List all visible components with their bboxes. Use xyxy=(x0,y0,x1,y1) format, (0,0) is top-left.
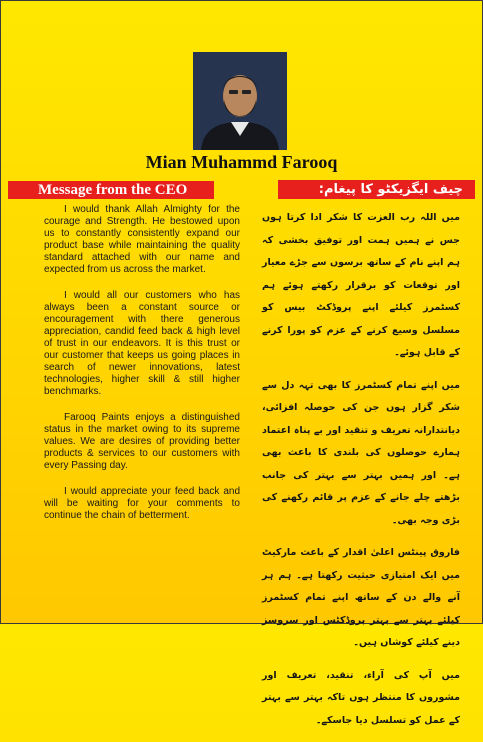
english-paragraph: I would thank Allah Almighty for the courage and Strength. He bestowed upon us to constantly consistently expand our product base while maintaining the quality standard attached with our name and expected from us across the market. xyxy=(44,204,240,275)
english-paragraph: Farooq Paints enjoys a distinguished status in the market owing to its supreme values. We are desires of providing better products & services to our customers with every Passing day. xyxy=(44,412,240,471)
urdu-paragraph: میں آپ کی آراء، تنقید، تعریف اور مشوروں کا منتظر ہوں تاکہ بہتر سے بہتر کے عمل کو تسلسل دیا جاسکے۔ xyxy=(262,669,460,726)
urdu-message xyxy=(262,207,460,742)
english-message xyxy=(44,204,240,536)
ceo-portrait xyxy=(193,52,287,150)
urdu-paragraph: فاروق پینٹس اعلیٰ اقدار کے باعث مارکیٹ میں ایک امتیازی حیثیت رکھتا ہے۔ ہم ہر آنے والے دن کے ساتھ اپنے تمام کسٹمرز کیلئے بہتر سے بہتر پروڈکٹس اور سروسز دینے کیلئے کوشاں ہیں۔ xyxy=(262,547,460,648)
urdu-paragraph: میں اللہ رب العزت کا شکر ادا کرتا ہوں جس نے ہمیں ہمت اور توفیق بخشی کہ ہم اپنے نام کے ساتھ برسوں سے جڑے معیار اور توقعات کو برقرار رکھتے ہوئے ہم کسٹمرز کیلئے اپنے پروڈکٹ بیس کو مسلسل وسیع کرنے کے عزم کو پورا کرنے کے قابل ہوئے۔ xyxy=(262,212,460,358)
urdu-paragraph: میں اپنے تمام کسٹمرز کا بھی تہہ دل سے شکر گزار ہوں جن کی حوصلہ افزائی، دیانتدارانہ تعریف و تنقید اور بے پناہ اعتماد ہمارے حوصلوں کی بلندی کا باعث بھی ہے۔ اور ہمیں بہتر سے بہتر کی جانب بڑھتے چلے جانے کے عزم پر قائم رکھنے کی بڑی وجہ بھی۔ xyxy=(262,379,460,526)
ceo-name: Mian Muhammd Farooq xyxy=(145,152,338,172)
english-paragraph: I would all our customers who has always been a constant source or encouragement with there generous appreciation, candid feed back & high level of trust in our endeavors. It is this trust or our customer that keeps us going places in search of newer innovations, latest technologies, higher skill & still higher benchmarks. xyxy=(44,290,240,397)
english-paragraph: I would appreciate your feed back and will be waiting for your comments to continue the chain of betterment. xyxy=(44,486,240,521)
message-heading-english: Message from the CEO xyxy=(8,181,214,199)
message-heading-urdu: چیف ایگزیکٹو کا پیغام: xyxy=(278,180,475,199)
